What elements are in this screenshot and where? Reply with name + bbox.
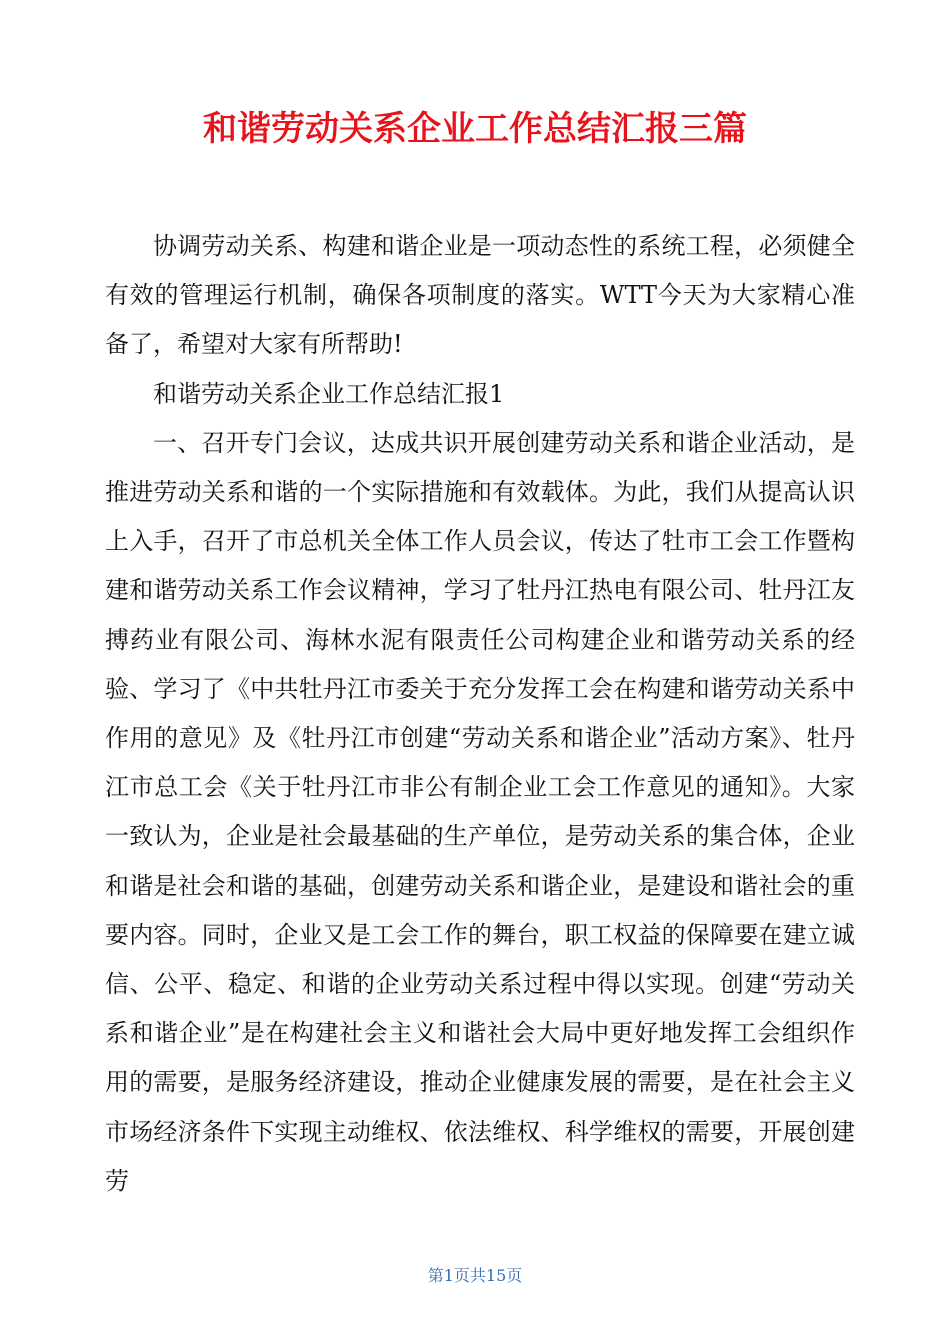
section-heading: 和谐劳动关系企业工作总结汇报1 [153, 379, 505, 408]
document-title: 和谐劳动关系企业工作总结汇报三篇 [203, 109, 747, 149]
document-body [105, 222, 855, 1206]
page-footer: 第1页共15页 [427, 1266, 523, 1285]
body-paragraph: 一、召开专门会议，达成共识开展创建劳动关系和谐企业活动，是推进劳动关系和谐的一个实际措施和有效载体。为此，我们从提高认识上入手，召开了市总机关全体工作人员会议，传达了牡市工会工作暨构建和谐劳动关系工作会议精神，学习了牡丹江热电有限公司、牡丹江友搏药业有限公司、海林水泥有限责任公司构建企业和谐劳动关系的经验、学习了《中共牡丹江市委关于充分发挥工会在构建和谐劳动关系中作用的意见》及《牡丹江市创建“劳动关系和谐企业”活动方案》、牡丹江市总工会《关于牡丹江市非公有制企业工会工作意见的通知》。大家一致认为，企业是社会最基础的生产单位，是劳动关系的集合体，企业和谐是社会和谐的基础，创建劳动关系和谐企业，是建设和谐社会的重要内容。同时，企业又是工会工作的舞台，职工权益的保障要在建立诚信、公平、稳定、和谐的企业劳动关系过程中得以实现。创建“劳动关系和谐企业”是在构建社会主义和谐社会大局中更好地发挥工会组织作用的需要，是服务经济建设，推动企业健康发展的需要，是在社会主义市场经济条件下实现主动维权、依法维权、科学维权的需要，开展创建劳 [105, 428, 855, 1195]
intro-paragraph: 协调劳动关系、构建和谐企业是一项动态性的系统工程，必须健全有效的管理运行机制，确保各项制度的落实。WTT今天为大家精心准备了，希望对大家有所帮助! [105, 232, 855, 359]
